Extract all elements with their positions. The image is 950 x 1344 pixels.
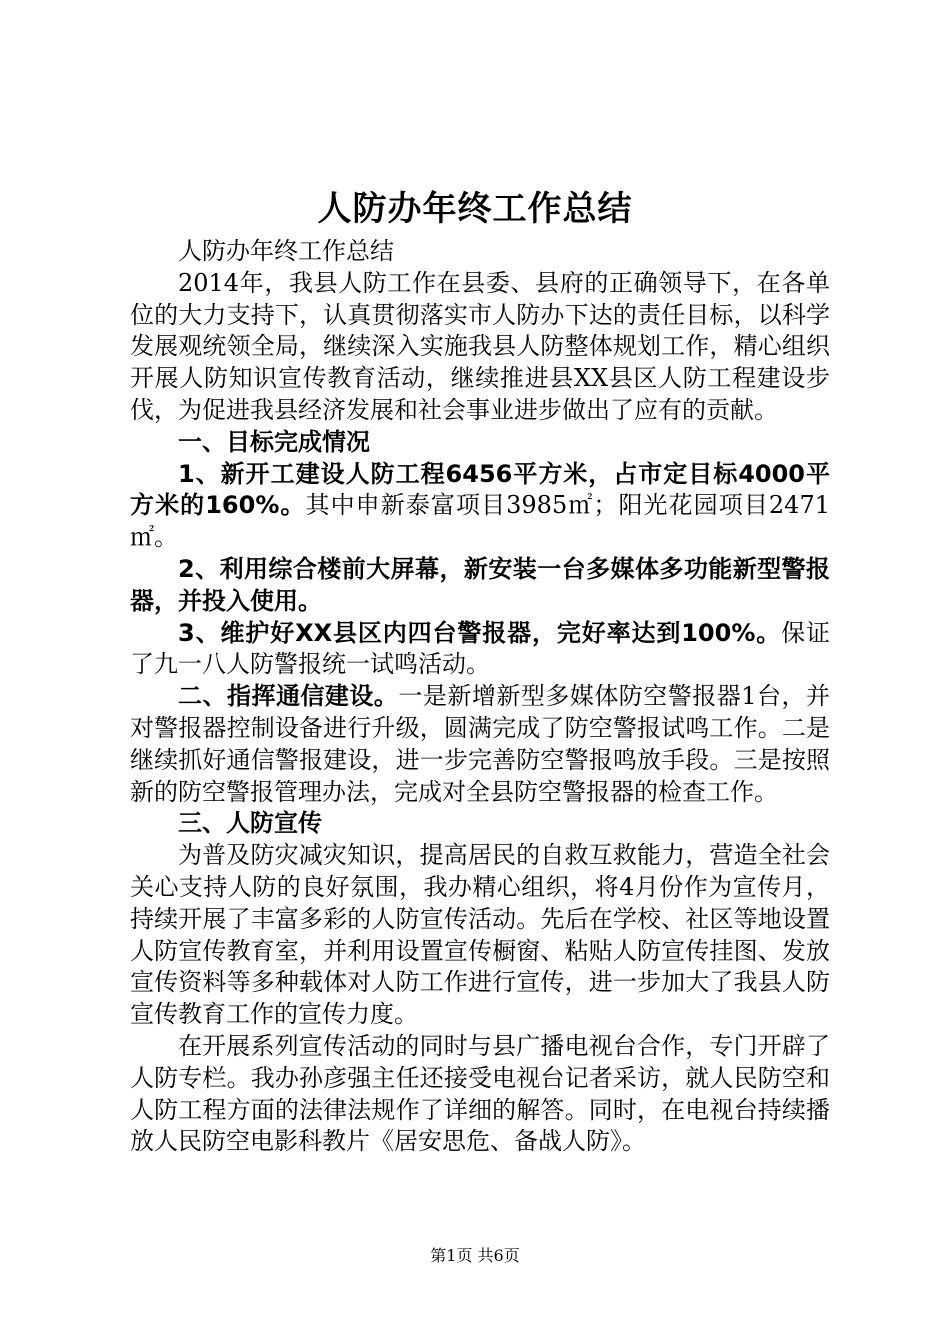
goal-item-1 (130, 459, 830, 554)
document-body (130, 236, 830, 1158)
command-detail: 一是新增新型多媒体防空警报器1台，并对警报器控制设备进行升级，圆满完成了防空警报试鸣工作。二是继续抓好通信警报建设，进一步完善防空警报鸣放手段。三是按照新的防空警报管理办法，完成对全县防空警报器的检查工作。 (130, 682, 830, 806)
goal-item-1-bold: 1、新开工建设人防工程6456平方米，占市定目标4000平方米的160%。 (130, 459, 830, 520)
publicity-paragraph-1: 为普及防灾减灾知识，提高居民的自救互救能力，营造全社会关心支持人防的良好氛围，我办精心组织，将4月份作为宣传月，持续开展了丰富多彩的人防宣传活动。先后在学校、社区等地设置人防宣传教育室，并利用设置宣传橱窗、粘贴人防宣传挂图、发放宣传资料等多种载体对人防工作进行宣传，进一步加大了我县人防宣传教育工作的宣传力度。 (130, 841, 830, 1029)
section-heading-publicity: 三、人防宣传 (178, 809, 322, 838)
section-heading-command: 二、指挥通信建设。 (178, 682, 399, 711)
subtitle-paragraph: 人防办年终工作总结 (178, 237, 394, 265)
document-title: 人防办年终工作总结 (317, 189, 633, 229)
goal-item-3 (130, 618, 830, 682)
command-paragraph (130, 681, 830, 808)
goal-item-3-detail: 保证了九一八人防警报统一试鸣活动。 (130, 618, 831, 679)
publicity-paragraph-2: 在开展系列宣传活动的同时与县广播电视台合作，专门开辟了人防专栏。我办孙彦强主任还接受电视台记者采访，就人民防空和人防工程方面的法律法规作了详细的解答。同时，在电视台持续播放人民防空电影科教片《居安思危、备战人防》。 (130, 1031, 830, 1156)
intro-paragraph: 2014年，我县人防工作在县委、县府的正确领导下，在各单位的大力支持下，认真贯彻落实市人防办下达的责任目标，以科学发展观统领全局，继续深入实施我县人防整体规划工作，精心组织开展人防知识宣传教育活动，继续推进县XX县区人防工程建设步伐，为促进我县经济发展和社会事业进步做出了应有的贡献。 (130, 268, 830, 424)
goal-item-1-detail: 其中申新泰富项目3985㎡；阳光花园项目2471㎡。 (130, 491, 830, 552)
page-footer: 第1页 共6页 (430, 1246, 520, 1265)
goal-item-2: 2、利用综合楼前大屏幕，新安装一台多媒体多功能新型警报器，并投入使用。 (130, 554, 830, 615)
section-heading-goals: 一、目标完成情况 (178, 427, 370, 456)
goal-item-3-bold: 3、维护好XX县区内四台警报器，完好率达到100%。 (178, 618, 782, 647)
